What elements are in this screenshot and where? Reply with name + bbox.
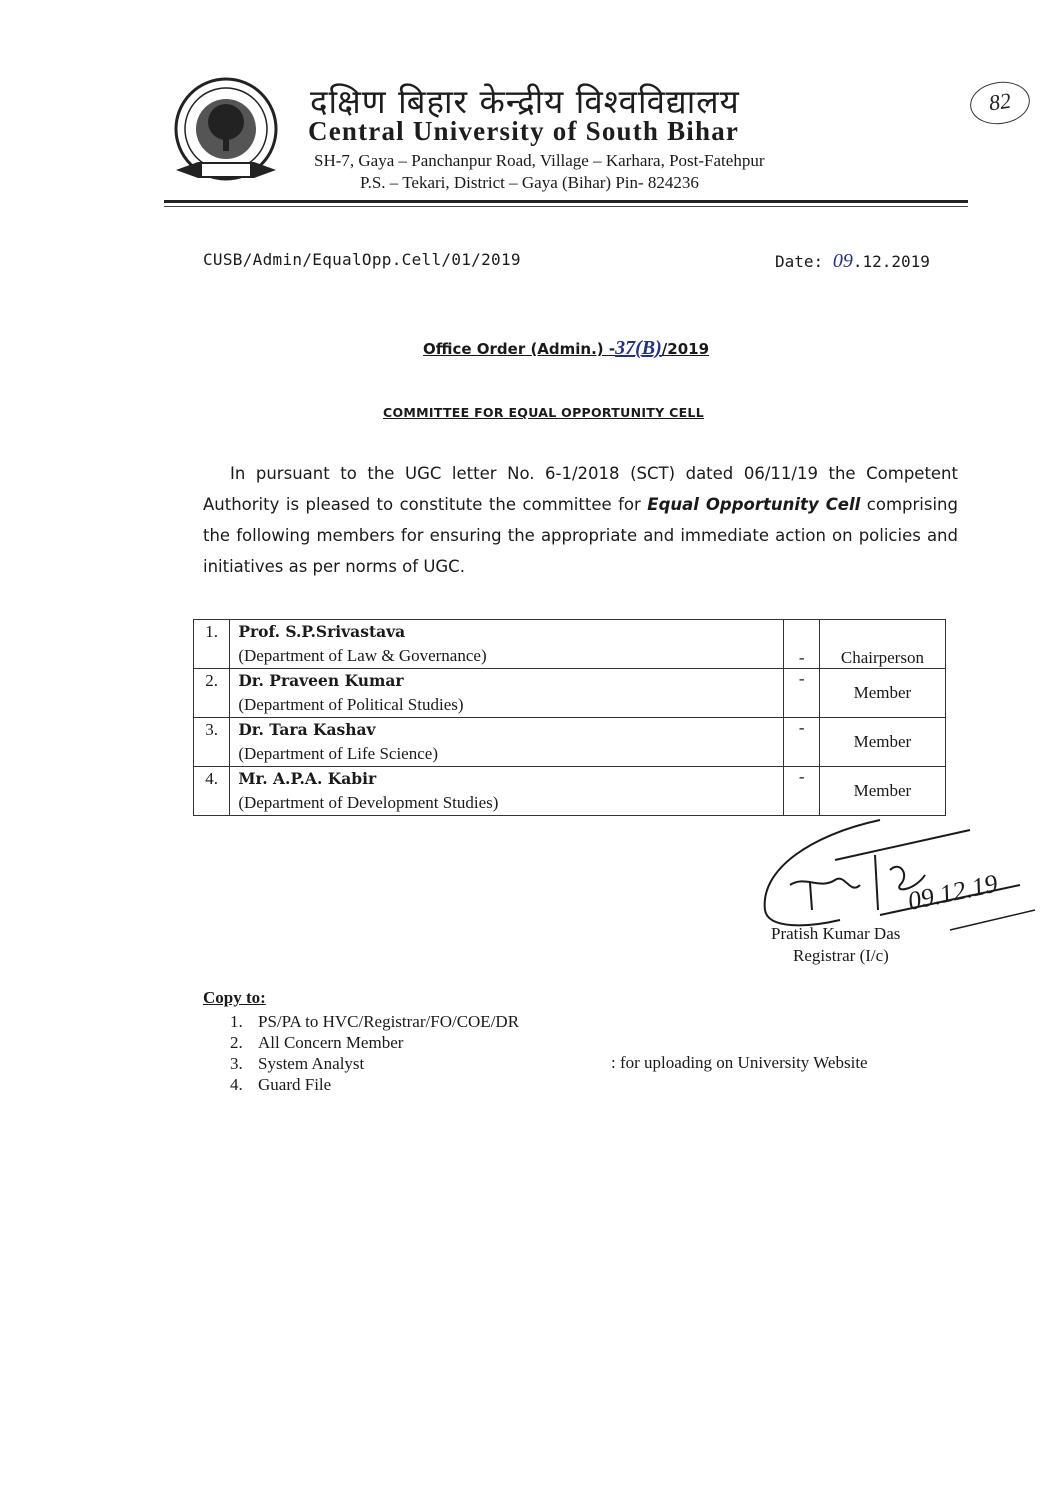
member-role: Member <box>819 767 945 816</box>
order-number-handwritten: 37(B) <box>615 337 662 359</box>
university-name-hindi: दक्षिण बिहार केन्द्रीय विश्वविद्यालय <box>310 82 740 121</box>
order-date <box>775 250 930 273</box>
member-number: 3. <box>194 718 230 767</box>
member-name: Dr. Tara Kashav <box>238 720 376 739</box>
address-line-2: P.S. – Tekari, District – Gaya (Bihar) Pin- 824236 <box>360 173 699 192</box>
list-item-text: System Analyst <box>258 1054 365 1073</box>
header-rule-thin <box>164 206 968 207</box>
copy-to-note: : for uploading on University Website <box>611 1053 868 1072</box>
member-separator: - <box>784 767 819 816</box>
list-item-number: 4. <box>230 1075 243 1094</box>
committee-members-table <box>193 619 946 816</box>
header-rule <box>164 200 968 203</box>
signatory-designation: Registrar (I/c) <box>793 946 889 965</box>
registrar-signature <box>750 815 1040 935</box>
member-role: Member <box>819 669 945 718</box>
signatory-name: Pratish Kumar Das <box>771 924 901 943</box>
page-number-stamp: 82 <box>967 78 1032 128</box>
member-name: Dr. Praveen Kumar <box>238 671 404 690</box>
member-name: Mr. A.P.A. Kabir <box>238 769 377 788</box>
table-row <box>194 718 946 767</box>
member-details <box>230 620 784 669</box>
table-row <box>194 669 946 718</box>
member-role: Chairperson <box>819 620 945 669</box>
member-name: Prof. S.P.Srivastava <box>238 622 406 641</box>
copy-to-heading: Copy to: <box>203 988 266 1007</box>
order-title-prefix: Office Order (Admin.) - <box>423 340 616 358</box>
list-item-text: All Concern Member <box>258 1033 404 1052</box>
member-number: 4. <box>194 767 230 816</box>
reference-number: CUSB/Admin/EqualOpp.Cell/01/2019 <box>203 250 521 269</box>
signature-handwritten-date: 09.12.19 <box>905 868 1001 916</box>
list-item-text: PS/PA to HVC/Registrar/FO/COE/DR <box>258 1012 520 1031</box>
order-body-paragraph <box>203 458 958 582</box>
table-row <box>194 620 946 669</box>
list-item-number: 1. <box>230 1012 243 1031</box>
member-details <box>230 767 784 816</box>
body-part-1: In pursuant to the UGC letter No. 6-1/2018 (SCT) dated 06/11/19 the Competent Authority is pleased to constitute the committee for <box>203 464 958 514</box>
member-department: (Department of Life Science) <box>238 744 438 763</box>
order-title <box>423 337 709 360</box>
list-item <box>230 1074 519 1095</box>
table-row <box>194 767 946 816</box>
member-department: (Department of Political Studies) <box>238 695 464 714</box>
list-item-text: Guard File <box>258 1075 332 1094</box>
member-department: (Department of Law & Governance) <box>238 646 487 665</box>
university-name-english: Central University of South Bihar <box>308 116 740 146</box>
member-details <box>230 718 784 767</box>
address-line-1: SH-7, Gaya – Panchanpur Road, Village – Karhara, Post-Fatehpur <box>314 151 765 170</box>
member-details <box>230 669 784 718</box>
member-separator: - <box>784 669 819 718</box>
order-subject: COMMITTEE FOR EQUAL OPPORTUNITY CELL <box>383 405 704 420</box>
body-emphasis: Equal Opportunity Cell <box>647 495 861 514</box>
list-item-number: 2. <box>230 1033 243 1052</box>
list-item <box>230 1053 519 1074</box>
member-number: 1. <box>194 620 230 669</box>
member-department: (Department of Development Studies) <box>238 793 499 812</box>
list-item-number: 3. <box>230 1054 243 1073</box>
list-item <box>230 1011 519 1032</box>
list-item <box>230 1032 519 1053</box>
date-month-year: .12.2019 <box>852 252 930 271</box>
date-handwritten-day: 09 <box>832 250 853 272</box>
member-separator: - <box>784 620 819 669</box>
member-separator: - <box>784 718 819 767</box>
copy-to-list <box>230 1011 519 1095</box>
university-seal-icon <box>168 74 284 192</box>
member-role: Member <box>819 718 945 767</box>
order-title-suffix: /2019 <box>661 340 710 358</box>
body-part-2: comprising the following members for ensuring the appropriate and immediate action on policies and initiatives as per norms of UGC. <box>203 495 958 576</box>
date-label: Date: <box>775 252 824 271</box>
member-number: 2. <box>194 669 230 718</box>
